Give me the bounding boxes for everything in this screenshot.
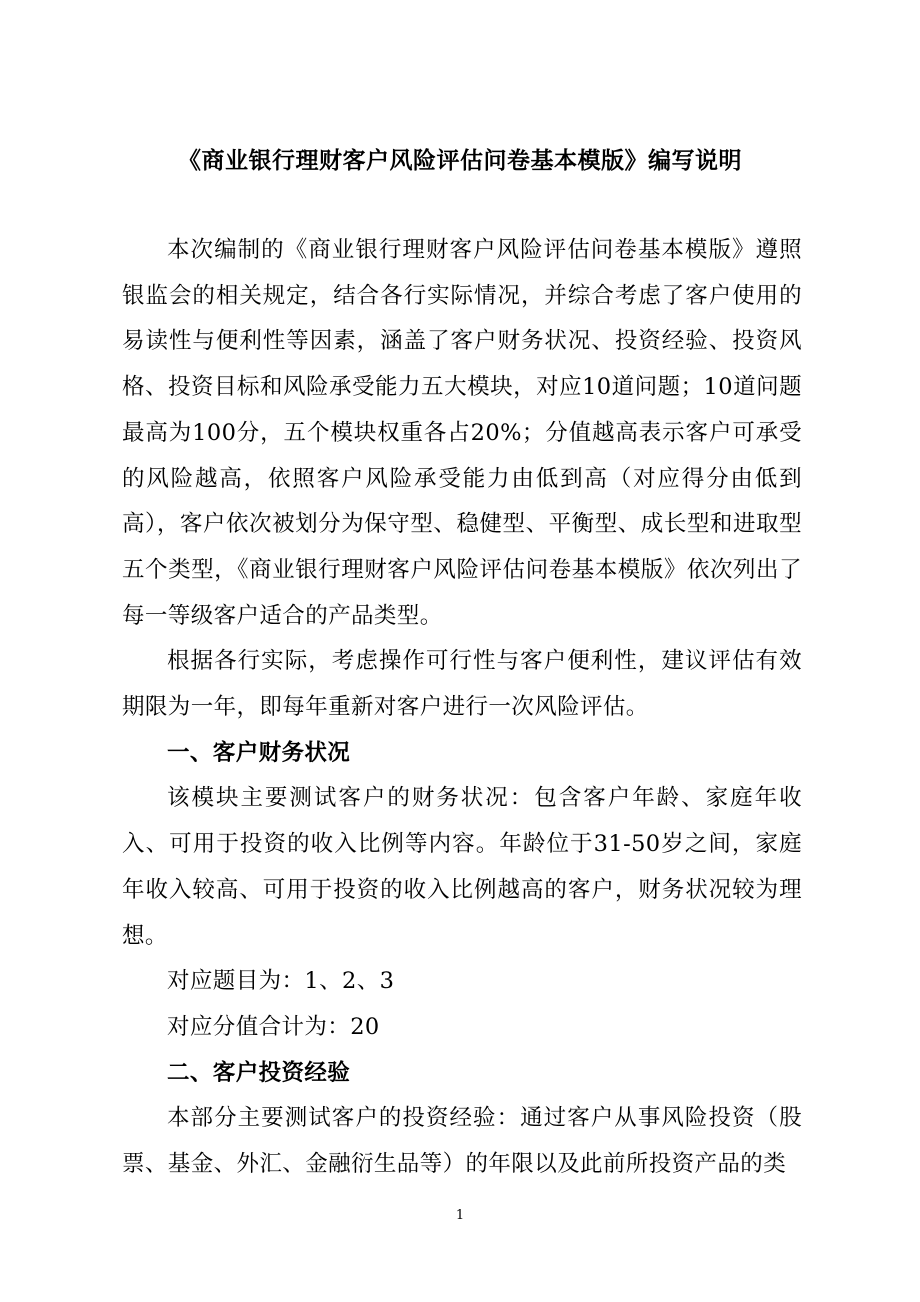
section-1-score: 对应分值合计为：20 [167, 1013, 380, 1040]
section-2-text: 本部分主要测试客户的投资经验：通过客户从事风险投资（股票、基金、外汇、金融衍生品等）的年限以及此前所投资产品的类 [122, 1105, 802, 1178]
intro-paragraph: 本次编制的《商业银行理财客户风险评估问卷基本模版》遵照银监会的相关规定，结合各行实际情况，并综合考虑了客户使用的易读性与便利性等因素，涵盖了客户财务状况、投资经验、投资风格、投资目标和风险承受能力五大模块，对应10道问题；10道问题最高为100分，五个模块权重各占20%；分值越高表示客户可承受的风险越高，依照客户风险承受能力由低到高（对应得分由低到高），客户依次被划分为保守型、稳健型、平衡型、成长型和进取型五个类型，《商业银行理财客户风险评估问卷基本模版》依次列出了每一等级客户适合的产品类型。 [122, 237, 802, 629]
page-number: 1 [455, 1208, 465, 1223]
document-body [122, 228, 802, 1188]
section-2-heading: 二、客户投资经验 [167, 1059, 351, 1086]
section-1-questions: 对应题目为：1、2、3 [167, 968, 395, 995]
section-1-text: 该模块主要测试客户的财务状况：包含客户年龄、家庭年收入、可用于投资的收入比例等内容。年龄位于31-50岁之间，家庭年收入较高、可用于投资的收入比例越高的客户，财务状况较为理想。 [122, 785, 802, 949]
section-1-heading: 一、客户财务状况 [167, 739, 351, 766]
validity-paragraph: 根据各行实际，考虑操作可行性与客户便利性，建议评估有效期限为一年，即每年重新对客户进行一次风险评估。 [122, 648, 802, 721]
document-title: 《商业银行理财客户风险评估问卷基本模版》编写说明 [178, 148, 742, 174]
